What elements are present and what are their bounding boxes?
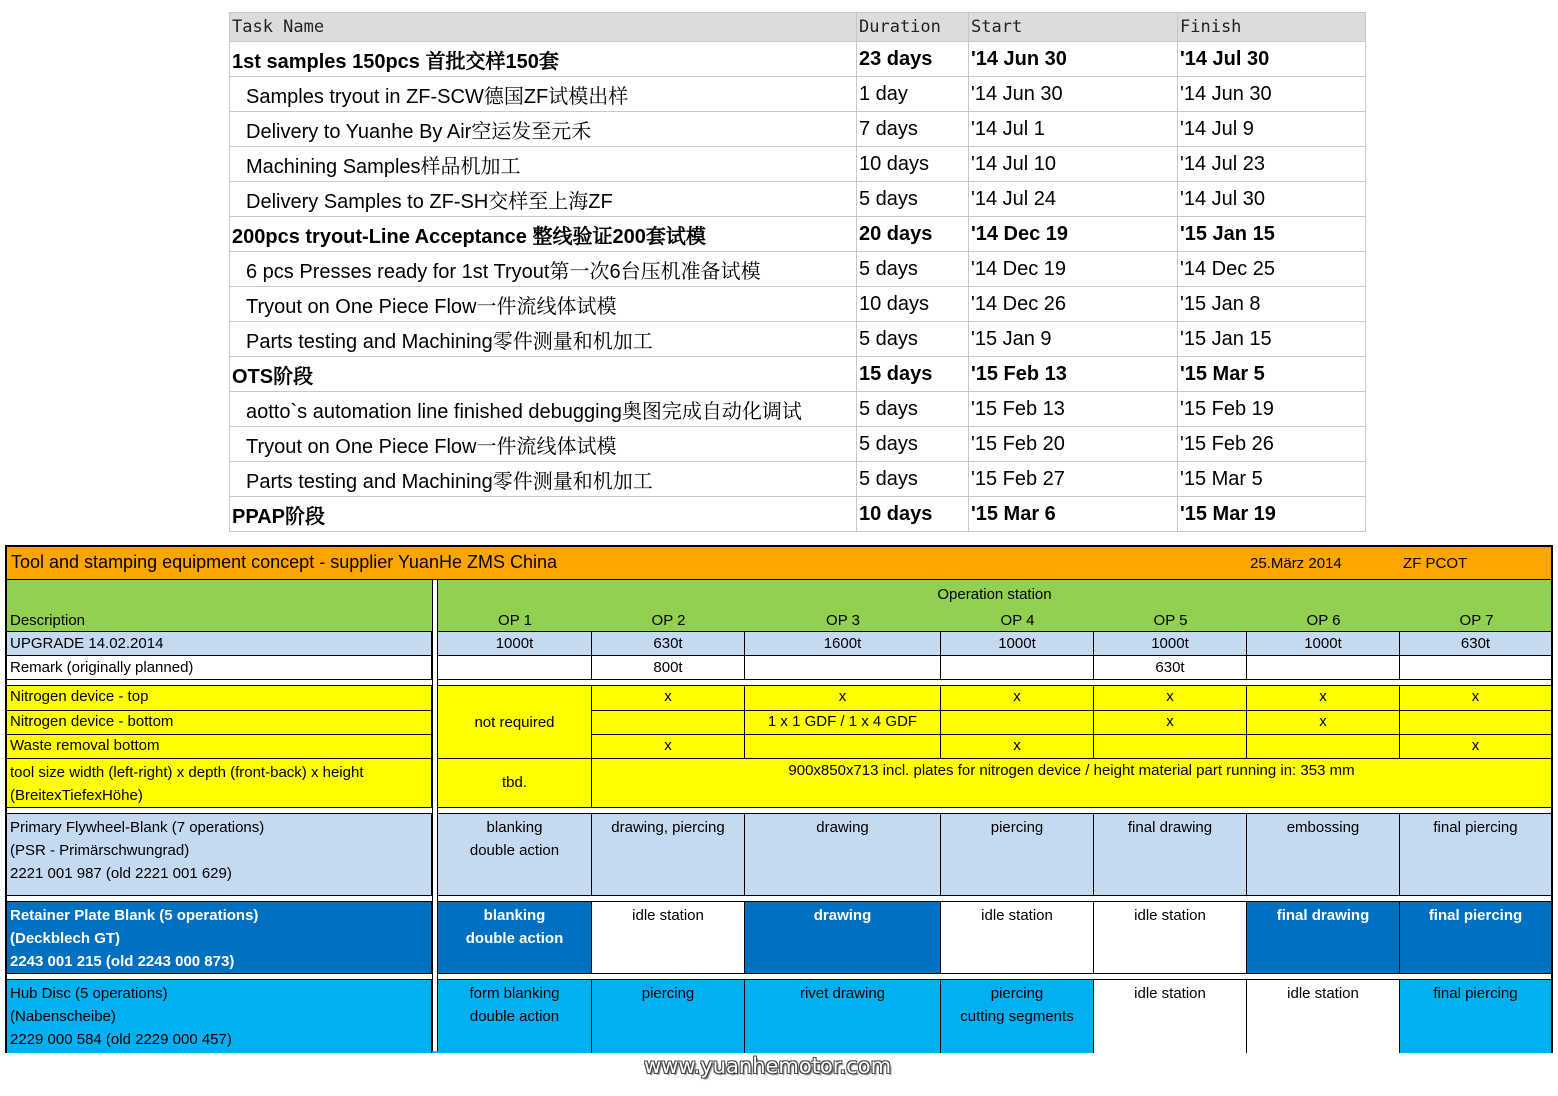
op7-header: OP 7	[1459, 612, 1494, 629]
op5-header: OP 5	[1153, 612, 1188, 629]
hub-disc-name: Hub Disc (5 operations)	[10, 985, 168, 1002]
schedule-task-row	[230, 182, 1366, 217]
hub-disc-op1-line1: form blanking	[469, 985, 560, 1002]
task-name-cell: Tryout on One Piece Flow一件流线体试模	[230, 287, 857, 322]
retainer-plate-op4: idle station	[941, 902, 1094, 973]
remark-op2: 800t	[592, 656, 745, 679]
hub-disc-op1	[438, 980, 592, 1053]
concept-title-bar	[7, 547, 1551, 580]
retainer-plate-op1-line2: double action	[465, 930, 564, 947]
primary-flywheel-op5: final drawing	[1094, 814, 1247, 895]
op1-header: OP 1	[498, 612, 532, 629]
finish-cell: '15 Feb 19	[1178, 392, 1366, 427]
tool-size-label-line2: (BreitexTiefexHöhe)	[10, 787, 143, 804]
schedule-task-row	[230, 147, 1366, 182]
hub-disc-row	[7, 980, 1551, 1053]
retainer-plate-german: (Deckblech GT)	[10, 930, 121, 947]
upgrade-row	[7, 632, 1551, 656]
op2-header: OP 2	[651, 612, 686, 629]
remark-op5: 630t	[1094, 656, 1247, 679]
retainer-plate-op2: idle station	[592, 902, 745, 973]
duration-cell: 23 days	[857, 42, 969, 77]
tool-size-label-line1: tool size width (left-right) x depth (front-back) x height	[10, 764, 364, 781]
upgrade-label: UPGRADE 14.02.2014	[7, 632, 432, 655]
description-divider	[432, 580, 438, 1051]
duration-cell: 5 days	[857, 392, 969, 427]
start-cell: '14 Jun 30	[969, 77, 1178, 112]
remark-label: Remark (originally planned)	[7, 656, 432, 679]
primary-flywheel-op4: piercing	[941, 814, 1094, 895]
operation-station-header: Operation station	[937, 586, 1052, 603]
finish-cell: '15 Mar 19	[1178, 497, 1366, 532]
start-cell: '15 Feb 20	[969, 427, 1178, 462]
equipment-concept-sheet	[5, 545, 1553, 1053]
op1-not-required-cell	[438, 686, 592, 759]
schedule-task-row	[230, 112, 1366, 147]
duration-cell: 5 days	[857, 427, 969, 462]
upgrade-op1: 1000t	[438, 632, 592, 655]
nitrogen-top-op7: x	[1471, 688, 1480, 705]
schedule-table	[229, 12, 1366, 532]
primary-flywheel-name: Primary Flywheel-Blank (7 operations)	[10, 819, 265, 836]
start-cell: '14 Dec 26	[969, 287, 1178, 322]
col-header-task-name: Task Name	[230, 13, 857, 42]
tool-size-label	[7, 759, 432, 807]
nitrogen-bottom-op3: 1 x 1 GDF / 1 x 4 GDF	[745, 711, 941, 734]
task-name-cell: 1st samples 150pcs 首批交样150套	[230, 42, 857, 77]
schedule-summary-row	[230, 497, 1366, 532]
schedule-task-row	[230, 252, 1366, 287]
finish-cell: '14 Jul 30	[1178, 42, 1366, 77]
hub-disc-op2: piercing	[592, 980, 745, 1053]
nitrogen-top-row	[7, 686, 1551, 711]
nitrogen-bottom-op6: x	[1247, 711, 1400, 734]
description-header: Description	[10, 612, 86, 629]
start-cell: '15 Feb 27	[969, 462, 1178, 497]
duration-cell: 1 day	[857, 77, 969, 112]
waste-removal-op4: x	[941, 735, 1094, 758]
duration-cell: 15 days	[857, 357, 969, 392]
finish-cell: '14 Dec 25	[1178, 252, 1366, 287]
duration-cell: 10 days	[857, 287, 969, 322]
hub-disc-label	[7, 980, 432, 1053]
remark-op4	[941, 656, 1094, 679]
primary-flywheel-op1-line2: double action	[469, 842, 560, 859]
tool-size-all-ops: 900x850x713 incl. plates for nitrogen device / height material part running in: 353 mm	[788, 762, 1355, 779]
schedule-body	[230, 42, 1366, 532]
task-name-cell: Machining Samples样品机加工	[230, 147, 857, 182]
nitrogen-bottom-op5: x	[1094, 711, 1247, 734]
watermark-url: www.yuanhemotor.com	[644, 1054, 892, 1078]
retainer-plate-op1	[438, 902, 592, 973]
schedule-task-row	[230, 462, 1366, 497]
retainer-plate-op3: drawing	[745, 902, 941, 973]
start-cell: '14 Jul 10	[969, 147, 1178, 182]
primary-flywheel-german: (PSR - Primärschwungrad)	[10, 842, 190, 859]
start-cell: '14 Jul 24	[969, 182, 1178, 217]
waste-removal-op5	[1094, 735, 1247, 758]
duration-cell: 5 days	[857, 252, 969, 287]
nitrogen-bottom-row	[7, 711, 1551, 735]
concept-title: Tool and stamping equipment concept - supplier YuanHe ZMS China	[11, 552, 557, 572]
waste-removal-op6	[1247, 735, 1400, 758]
hub-disc-op5: idle station	[1094, 980, 1247, 1053]
start-cell: '15 Feb 13	[969, 357, 1178, 392]
nitrogen-bottom-op7	[1400, 711, 1551, 734]
duration-cell: 10 days	[857, 147, 969, 182]
waste-removal-label: Waste removal bottom	[7, 735, 432, 758]
hub-disc-op3: rivet drawing	[745, 980, 941, 1053]
task-name-cell: Samples tryout in ZF-SCW德国ZF试模出样	[230, 77, 857, 112]
duration-cell: 20 days	[857, 217, 969, 252]
nitrogen-top-op6: x	[1247, 686, 1400, 710]
finish-cell: '14 Jul 23	[1178, 147, 1366, 182]
finish-cell: '14 Jul 30	[1178, 182, 1366, 217]
op3-header: OP 3	[826, 612, 860, 629]
hub-disc-op4	[941, 980, 1094, 1053]
finish-cell: '15 Feb 26	[1178, 427, 1366, 462]
primary-flywheel-op2: drawing, piercing	[592, 814, 745, 895]
task-name-cell: Delivery Samples to ZF-SH交样至上海ZF	[230, 182, 857, 217]
waste-removal-op7: x	[1471, 737, 1480, 754]
retainer-plate-row	[7, 902, 1551, 974]
duration-cell: 5 days	[857, 182, 969, 217]
duration-cell: 5 days	[857, 322, 969, 357]
nitrogen-top-op5: x	[1094, 686, 1247, 710]
schedule-task-row	[230, 322, 1366, 357]
nitrogen-top-label: Nitrogen device - top	[7, 686, 432, 710]
operation-header-row	[7, 580, 1551, 632]
primary-flywheel-op3: drawing	[745, 814, 941, 895]
retainer-plate-name: Retainer Plate Blank (5 operations)	[10, 907, 259, 924]
task-name-cell: 6 pcs Presses ready for 1st Tryout第一次6台压机准备试模	[230, 252, 857, 287]
retainer-plate-op1-line1: blanking	[483, 907, 546, 924]
task-name-cell: Delivery to Yuanhe By Air空运发至元禾	[230, 112, 857, 147]
remark-op6	[1247, 656, 1400, 679]
hub-disc-op1-line2: double action	[469, 1008, 560, 1025]
primary-flywheel-op6: embossing	[1247, 814, 1400, 895]
hub-disc-op4-line2: cutting segments	[960, 1008, 1074, 1025]
retainer-plate-label	[7, 902, 432, 973]
primary-flywheel-row	[7, 814, 1551, 896]
col-header-duration: Duration	[857, 13, 969, 42]
upgrade-op7: 630t	[1460, 635, 1491, 652]
tool-size-row	[7, 759, 1551, 808]
waste-removal-op3	[745, 735, 941, 758]
nitrogen-bottom-op4	[941, 711, 1094, 734]
schedule-header-row	[230, 13, 1366, 42]
nitrogen-top-op2: x	[592, 686, 745, 710]
duration-cell: 5 days	[857, 462, 969, 497]
concept-date: 25.März 2014	[1250, 555, 1342, 572]
task-name-cell: Parts testing and Machining零件测量和机加工	[230, 322, 857, 357]
concept-org: ZF PCOT	[1403, 555, 1468, 572]
primary-flywheel-op1-line1: blanking	[486, 819, 543, 836]
duration-cell: 10 days	[857, 497, 969, 532]
remark-op1	[438, 656, 592, 679]
nitrogen-bottom-op2	[592, 711, 745, 734]
finish-cell: '15 Mar 5	[1178, 357, 1366, 392]
hub-disc-op4-line1: piercing	[990, 985, 1044, 1002]
task-name-cell: 200pcs tryout-Line Acceptance 整线验证200套试模	[230, 217, 857, 252]
task-name-cell: Parts testing and Machining零件测量和机加工	[230, 462, 857, 497]
start-cell: '14 Dec 19	[969, 217, 1178, 252]
op6-header: OP 6	[1306, 612, 1341, 629]
remark-op3	[745, 656, 941, 679]
start-cell: '14 Jul 1	[969, 112, 1178, 147]
finish-cell: '15 Jan 8	[1178, 287, 1366, 322]
primary-flywheel-label	[7, 814, 432, 895]
start-cell: '14 Jun 30	[969, 42, 1178, 77]
nitrogen-top-op3: x	[745, 686, 941, 710]
hub-disc-op7: final piercing	[1433, 985, 1518, 1002]
start-cell: '15 Mar 6	[969, 497, 1178, 532]
schedule-task-row	[230, 392, 1366, 427]
schedule-task-row	[230, 77, 1366, 112]
op4-header: OP 4	[1000, 612, 1035, 629]
upgrade-op5: 1000t	[1094, 632, 1247, 655]
upgrade-op6: 1000t	[1247, 632, 1400, 655]
waste-removal-op2: x	[592, 735, 745, 758]
finish-cell: '14 Jun 30	[1178, 77, 1366, 112]
start-cell: '14 Dec 19	[969, 252, 1178, 287]
task-name-cell: Tryout on One Piece Flow一件流线体试模	[230, 427, 857, 462]
primary-flywheel-partno: 2221 001 987 (old 2221 001 629)	[10, 865, 232, 882]
nitrogen-bottom-label: Nitrogen device - bottom	[7, 711, 432, 734]
finish-cell: '14 Jul 9	[1178, 112, 1366, 147]
hub-disc-op6: idle station	[1247, 980, 1400, 1053]
waste-removal-row	[7, 735, 1551, 759]
upgrade-op3: 1600t	[745, 632, 941, 655]
finish-cell: '15 Jan 15	[1178, 217, 1366, 252]
task-name-cell: PPAP阶段	[230, 497, 857, 532]
finish-cell: '15 Jan 15	[1178, 322, 1366, 357]
retainer-plate-op7: final piercing	[1428, 907, 1523, 924]
primary-flywheel-op1	[438, 814, 592, 895]
tool-size-op1: tbd.	[438, 759, 592, 807]
start-cell: '15 Feb 13	[969, 392, 1178, 427]
hub-disc-partno: 2229 000 584 (old 2229 000 457)	[10, 1031, 232, 1048]
schedule-summary-row	[230, 217, 1366, 252]
upgrade-op4: 1000t	[941, 632, 1094, 655]
start-cell: '15 Jan 9	[969, 322, 1178, 357]
schedule-summary-row	[230, 42, 1366, 77]
col-header-start: Start	[969, 13, 1178, 42]
remark-row	[7, 656, 1551, 680]
schedule-summary-row	[230, 357, 1366, 392]
schedule-task-row	[230, 427, 1366, 462]
hub-disc-german: (Nabenscheibe)	[10, 1008, 116, 1025]
remark-op7	[1400, 656, 1551, 679]
col-header-finish: Finish	[1178, 13, 1366, 42]
retainer-plate-op6: final drawing	[1247, 902, 1400, 973]
task-name-cell: aotto`s automation line finished debugging奥图完成自动化调试	[230, 392, 857, 427]
finish-cell: '15 Mar 5	[1178, 462, 1366, 497]
schedule-task-row	[230, 287, 1366, 322]
primary-flywheel-op7: final piercing	[1433, 819, 1518, 836]
not-required-text: not required	[474, 713, 555, 731]
upgrade-op2: 630t	[592, 632, 745, 655]
retainer-plate-op5: idle station	[1094, 902, 1247, 973]
retainer-plate-partno: 2243 001 215 (old 2243 000 873)	[10, 953, 235, 970]
task-name-cell: OTS阶段	[230, 357, 857, 392]
duration-cell: 7 days	[857, 112, 969, 147]
nitrogen-top-op4: x	[941, 686, 1094, 710]
